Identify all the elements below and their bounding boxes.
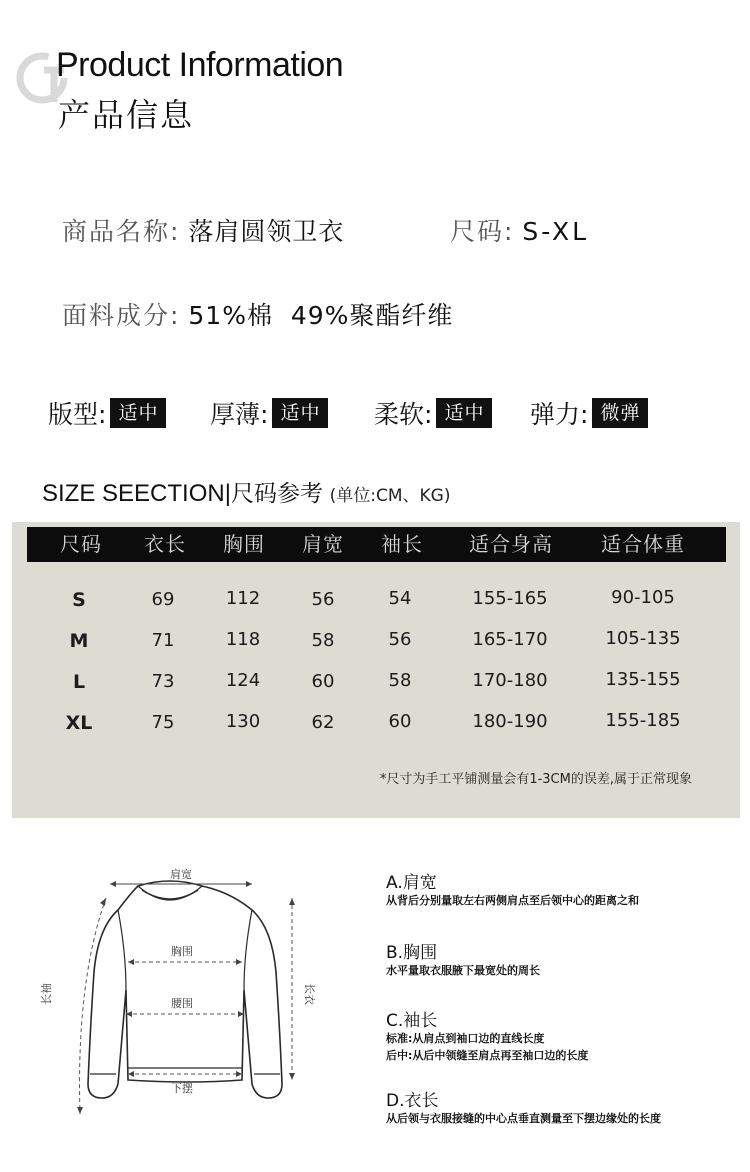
- product-fabric-value: 51%棉 49%聚酯纤维: [188, 301, 454, 330]
- page-title-cn: 产品信息: [58, 96, 195, 134]
- measure-shoulder-title: A.肩宽: [386, 873, 437, 893]
- size-title-cn: 尺码参考: [230, 481, 323, 507]
- measure-chest-title: B.胸围: [386, 943, 438, 963]
- product-fabric-row: [62, 296, 453, 332]
- table-cell: 69: [151, 589, 175, 610]
- diagram-label-shoulder: 肩宽: [170, 868, 192, 881]
- attribute-badge: 适中: [110, 398, 166, 428]
- table-cell: 124: [225, 670, 261, 691]
- table-cell: 90-105: [611, 587, 675, 608]
- table-cell: 56: [311, 589, 335, 610]
- table-cell: 130: [225, 711, 261, 732]
- table-cell: 75: [151, 712, 175, 733]
- table-cell: 54: [388, 588, 412, 609]
- attribute-label: 弹力:: [530, 400, 589, 429]
- table-cell: 118: [225, 629, 261, 650]
- header-length: 衣长: [144, 532, 186, 556]
- header-size: 尺码: [60, 532, 102, 556]
- table-cell: 105-135: [605, 628, 681, 649]
- attribute-badge: 微弹: [592, 398, 648, 428]
- attribute-badge: 适中: [272, 398, 328, 428]
- table-cell: 60: [388, 711, 412, 732]
- table-cell: 62: [311, 712, 335, 733]
- attribute-thickness: [210, 396, 328, 430]
- measure-sleeve-desc-standard: 标准:从肩点到袖口边的直线长度: [386, 1032, 545, 1045]
- table-cell: 180-190: [472, 711, 548, 732]
- attribute-softness: [374, 396, 492, 430]
- table-cell: L: [72, 671, 86, 693]
- size-section-title: [42, 475, 450, 508]
- table-cell: 71: [151, 630, 175, 651]
- table-cell: 58: [388, 670, 412, 691]
- size-title-separator: |: [224, 480, 231, 507]
- product-name-value: 落肩圆领卫衣: [188, 217, 345, 246]
- table-cell: M: [69, 630, 89, 652]
- measure-sleeve-desc-back: 后中:从后中领缝至肩点再至袖口边的长度: [386, 1049, 589, 1062]
- header-shoulder: 肩宽: [302, 532, 344, 556]
- header-sleeve: 袖长: [381, 532, 423, 556]
- diagram-label-length: 长衣: [303, 983, 316, 1005]
- table-cell: 112: [225, 588, 261, 609]
- measure-chest-desc: 水平量取衣服腋下最宽处的周长: [386, 964, 540, 977]
- measure-length-title: D.衣长: [386, 1091, 439, 1111]
- attribute-label: 柔软:: [374, 400, 433, 429]
- header-weight: 适合体重: [601, 532, 685, 556]
- diagram-label-chest: 胸围: [171, 945, 193, 958]
- attribute-label: 厚薄:: [210, 400, 269, 429]
- measure-length-desc: 从后领与衣服接缝的中心点垂直测量至下摆边缘处的长度: [386, 1112, 661, 1125]
- product-size-row: [450, 212, 589, 248]
- attribute-label: 版型:: [48, 400, 107, 429]
- product-name-label: 商品名称:: [62, 217, 181, 246]
- table-cell: 58: [311, 630, 335, 651]
- product-size-label: 尺码:: [450, 217, 515, 246]
- table-cell: 170-180: [472, 670, 548, 691]
- size-title-en: SIZE SEECTION: [42, 480, 225, 507]
- attribute-elasticity: [530, 396, 648, 430]
- header-chest: 胸围: [223, 532, 265, 556]
- table-cell: 56: [388, 629, 412, 650]
- diagram-label-hem: 下摆: [171, 1082, 193, 1095]
- diagram-label-sleeve: 长袖: [40, 983, 53, 1005]
- measurement-note: *尺寸为手工平铺测量会有1-3CM的误差,属于正常现象: [379, 772, 692, 787]
- table-cell: 73: [151, 671, 175, 692]
- attribute-fit: [48, 396, 166, 430]
- measure-sleeve-title: C.袖长: [386, 1011, 438, 1031]
- table-cell: 165-170: [472, 629, 548, 650]
- table-cell: 60: [311, 671, 335, 692]
- sweatshirt-outline: [88, 881, 282, 1098]
- product-fabric-label: 面料成分:: [62, 301, 181, 330]
- sweatshirt-diagram: [30, 862, 330, 1127]
- size-unit: (单位:CM、KG): [329, 486, 451, 506]
- table-cell: 135-155: [605, 669, 681, 690]
- table-cell: XL: [65, 712, 93, 734]
- attribute-badge: 适中: [436, 398, 492, 428]
- table-cell: 155-185: [605, 710, 681, 731]
- product-size-value: S-XL: [522, 217, 590, 246]
- diagram-label-waist: 腰围: [171, 997, 193, 1010]
- page-title-en: Product Information: [56, 46, 344, 84]
- measure-shoulder-desc: 从背后分别量取左右两侧肩点至后领中心的距离之和: [386, 894, 639, 907]
- header-height: 适合身高: [469, 532, 553, 556]
- table-cell: 155-165: [472, 588, 548, 609]
- table-cell: S: [72, 589, 86, 611]
- product-name-row: [62, 212, 344, 248]
